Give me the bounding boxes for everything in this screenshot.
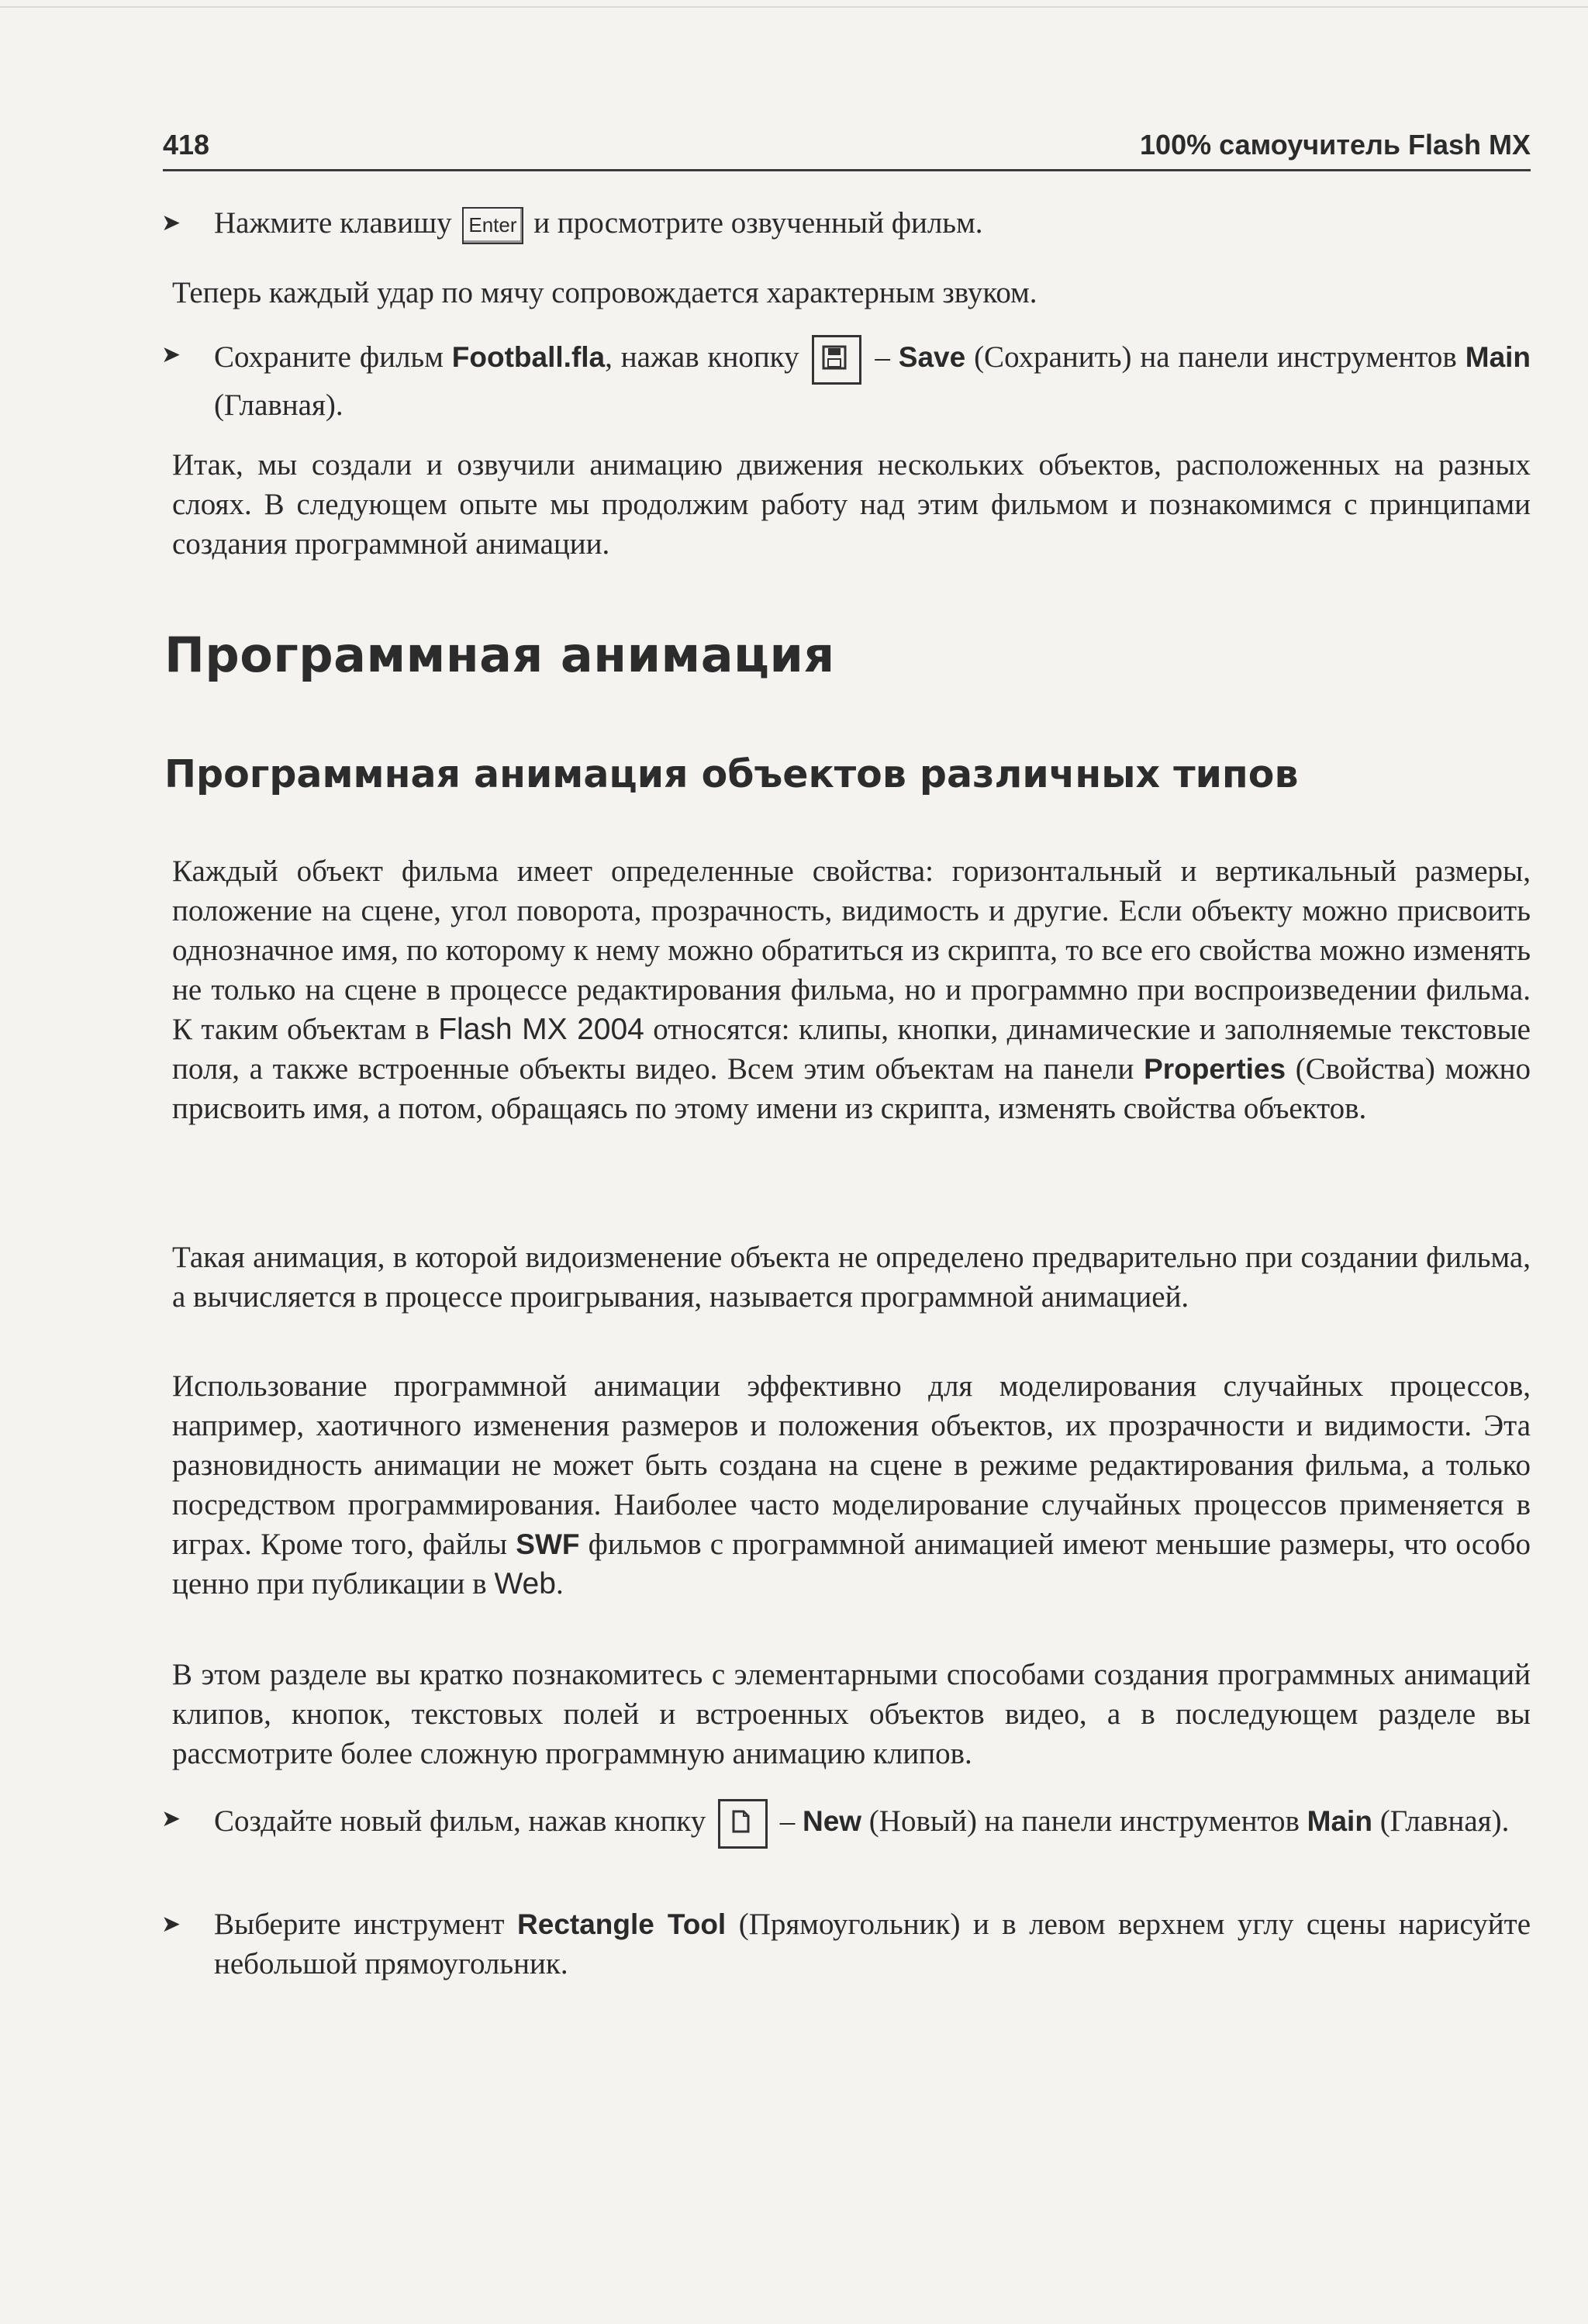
new-label: New [802,1804,862,1837]
scan-edge-line [0,6,1588,8]
file-name: Football.fla [451,340,606,373]
bullet-save-film: ➤ Сохраните фильм Football.fla, нажав кнопку – Save (Сохранить) на панели инструментов Main (Главная). [161,335,1531,426]
running-header [163,124,1531,171]
paragraph: Каждый объект фильма имеет определенные свойства: горизонтальный и вертикальный размеры, положение на сцене, угол поворота, прозрачность, видимость и другие. Если объекту можно присвоить однозначное имя, по которому к нему можно обратиться из скрипта, то все его свойства можно изменять не только на сцене в процессе редактирования фильма, но и программно при воспроизведении фильма. К таким объектам в Flash MX 2004 относятся: клипы, кнопки, динамические и заполняемые текстовые поля, а также встроенные объекты видео. Всем этим объектам на панели Properties (Свойства) можно присвоить имя, а потом, обращаясь по этому имени из скрипта, изменять свойства объектов. [172,855,1531,1125]
bullet-arrow-icon: ➤ [161,1805,181,1832]
bullet-arrow-icon: ➤ [161,209,181,237]
paragraph: Использование программной анимации эффективно для моделирования случайных процессов, например, хаотичного изменения размеров и положения объектов, их прозрачности и видимости. Эта разновидность анимации не может быть создана на сцене в режиме редактирования фильма, а только посредством программирования. Наиболее часто моделирование случайных процессов применяется в играх. Кроме того, файлы SWF фильмов с программной анимацией имеют меньшие размеры, что особо ценно при публикации в Web. [172,1369,1531,1601]
tool-name: Rectangle Tool [517,1908,727,1940]
paragraph: Теперь каждый удар по мячу сопровождается характерным звуком. [172,276,1037,309]
new-document-icon [718,1799,768,1849]
product-name: Flash MX 2004 [438,1013,644,1046]
main-label: Main [1307,1804,1372,1837]
swf-label: SWF [516,1528,580,1560]
bullet-new-film: ➤ Создайте новый фильм, нажав кнопку – New (Новый) на панели инструментов Main (Главная). [161,1799,1531,1849]
bullet-arrow-icon: ➤ [161,1911,181,1938]
subsection-heading: Программная анимация объектов различных типов [164,752,1299,796]
web-label: Web [494,1567,556,1601]
paragraph: Итак, мы создали и озвучили анимацию движения нескольких объектов, расположенных на разных слоях. В следующем опыте мы продолжим работу над этим фильмом и познакомимся с принципами создания программной анимации. [172,448,1531,561]
bullet-press-enter: ➤ Нажмите клавишу Enter и просмотрите озвученный фильм. [161,203,1531,244]
page-number: 418 [163,129,210,161]
save-disk-icon [812,335,861,385]
paragraph: Такая анимация, в которой видоизменение объекта не определено предварительно при создании фильма, а вычисляется в процессе проигрывания, называется программной анимацией. [172,1241,1531,1314]
section-heading: Программная анимация [164,627,835,683]
book-title: 100% самоучитель Flash MX [1140,129,1531,161]
main-label: Main [1465,340,1531,373]
enter-key-icon: Enter [462,207,523,244]
bullet-arrow-icon: ➤ [161,341,181,368]
save-label: Save [898,340,966,373]
bullet-rectangle-tool: ➤ Выберите инструмент Rectangle Tool (Прямоугольник) и в левом верхнем углу сцены нарисуйте небольшой прямоугольник. [161,1904,1531,1984]
properties-label: Properties [1144,1053,1286,1085]
paragraph: В этом разделе вы кратко познакомитесь с элементарными способами создания программных анимаций клипов, кнопок, текстовых полей и встроенных объектов видео, а в последующем разделе вы рассмотрите более сложную программную анимацию клипов. [172,1658,1531,1770]
